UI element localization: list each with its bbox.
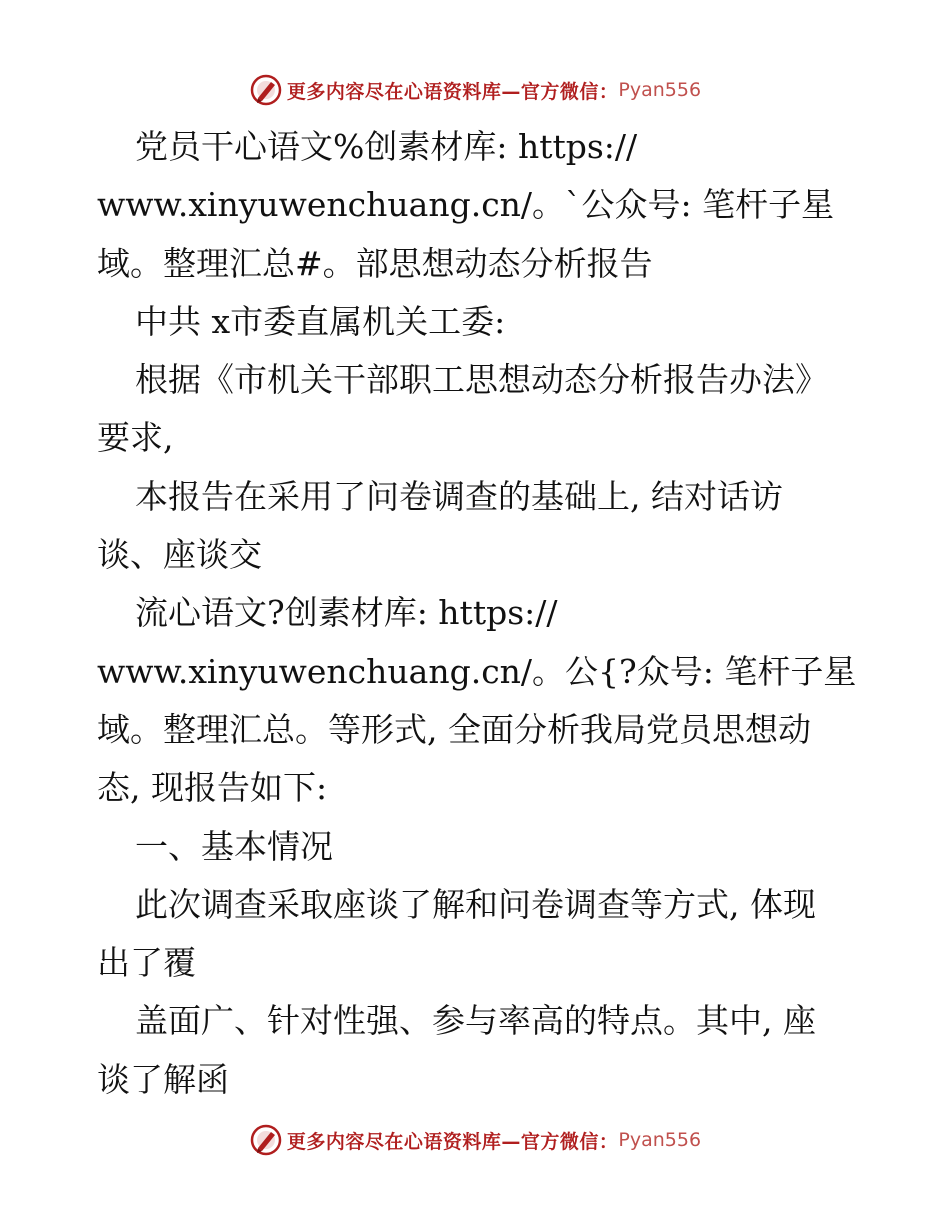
banner-wechat-id: Pyan556: [618, 79, 702, 101]
text-line: 域。整理汇总#。部思想动态分析报告: [97, 243, 653, 283]
text-line: 出了覆: [97, 943, 196, 983]
text-line: 中共 x市委直属机关工委:: [135, 301, 506, 341]
text-line: 要求,: [97, 418, 174, 458]
pen-circle-logo-icon: [249, 1123, 283, 1157]
text-line: 此次调查采取座谈了解和问卷调查等方式, 体现: [135, 884, 816, 924]
text-line: 根据《市机关干部职工思想动态分析报告办法》: [135, 360, 828, 400]
text-line: 本报告在采用了问卷调查的基础上, 结对话访: [135, 476, 783, 516]
document-body: [97, 118, 867, 1109]
pen-circle-logo-icon: [249, 73, 283, 107]
text-line: 域。整理汇总。等形式, 全面分析我局党员思想动: [97, 709, 811, 749]
text-line: 盖面广、针对性强、参与率高的特点。其中, 座: [135, 1001, 816, 1041]
text-line: 流心语文?创素材库: https://: [135, 593, 558, 633]
text-line: 党员干心语文%创素材库: https://: [135, 127, 638, 166]
section-heading: 一、基本情况: [135, 826, 333, 866]
text-line: www.xinyuwenchuang.cn/。公{?众号: 笔杆子星: [97, 651, 857, 691]
banner-text: 更多内容尽在心语资料库—官方微信：: [286, 80, 619, 103]
header-banner: [0, 70, 950, 110]
footer-banner: [0, 1120, 950, 1160]
text-line: 态, 现报告如下:: [97, 768, 328, 808]
banner-wechat-id: Pyan556: [618, 1129, 702, 1151]
text-line: 谈、座谈交: [97, 535, 262, 575]
text-line: 谈了解函: [97, 1059, 229, 1099]
banner-text: 更多内容尽在心语资料库—官方微信：: [286, 1130, 619, 1153]
text-line: www.xinyuwenchuang.cn/。`公众号: 笔杆子星: [97, 185, 835, 225]
